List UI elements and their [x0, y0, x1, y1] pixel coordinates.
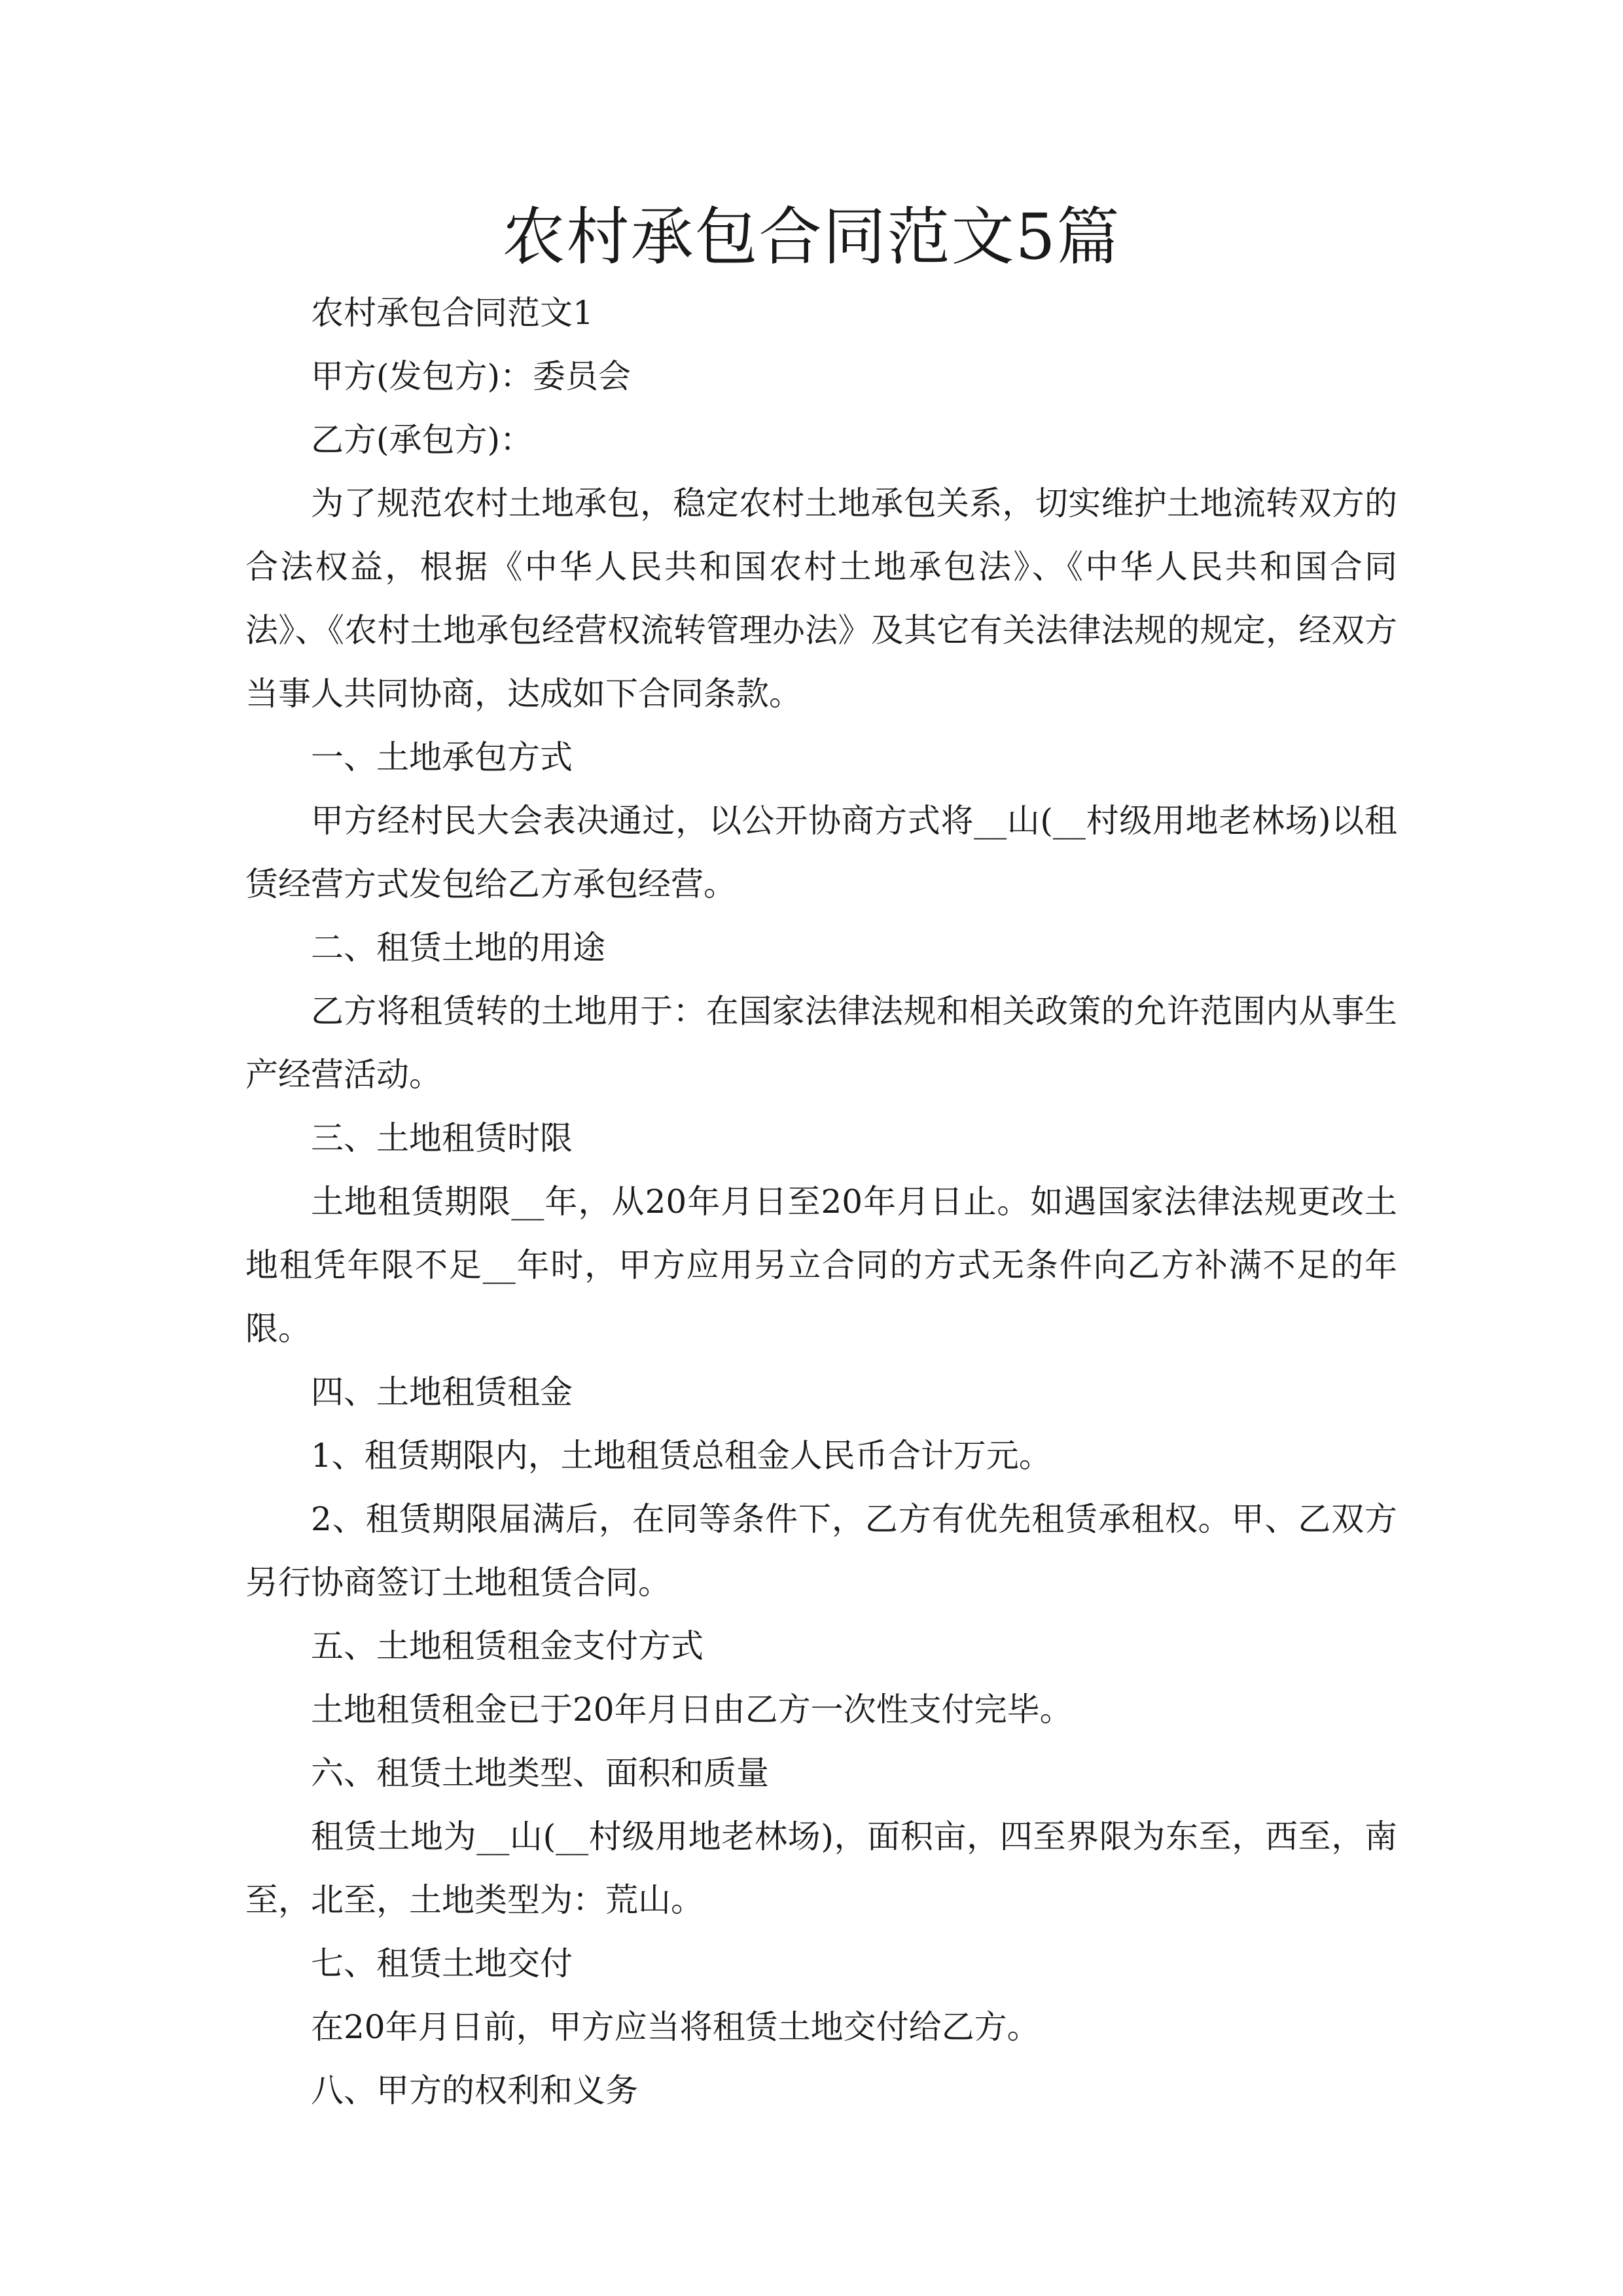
section-heading-3: 三、土地租赁时限: [311, 1119, 573, 1157]
paragraph-preamble: 为了规范农村土地承包，稳定农村土地承包关系，切实维护土地流转双方的合法权益，根据《中华人民共和国农村土地承包法》、《中华人民共和国合同法》、《农村土地承包经营权流转管理办法》及其它有关法律法规的规定，经双方当事人共同协商，达成如下合同条款。: [245, 484, 1397, 713]
paragraph-section-4-item-1: 1、租赁期限内，土地租赁总租金人民币合计万元。: [311, 1437, 1052, 1475]
paragraph-section-7: 在20年月日前，甲方应当将租赁土地交付给乙方。: [311, 2008, 1040, 2046]
paragraph-section-2: 乙方将租赁转的土地用于：在国家法律法规和相关政策的允许范围内从事生产经营活动。: [245, 992, 1397, 1094]
section-heading-5: 五、土地租赁租金支付方式: [311, 1627, 704, 1665]
document-title: 农村承包合同范文5篇: [502, 200, 1121, 274]
paragraph-section-5: 土地租赁租金已于20年月日由乙方一次性支付完毕。: [311, 1691, 1073, 1729]
paragraph-subtitle: 农村承包合同范文1: [311, 294, 594, 332]
section-heading-8: 八、甲方的权利和义务: [311, 2072, 638, 2109]
section-heading-2: 二、租赁土地的用途: [311, 929, 605, 967]
section-heading-1: 一、土地承包方式: [311, 738, 573, 776]
paragraph-party-a: 甲方(发包方)：委员会: [311, 357, 632, 395]
section-heading-7: 七、租赁土地交付: [311, 1945, 573, 1982]
paragraph-section-3: 土地租赁期限__年，从20年月日至20年月日止。如遇国家法律法规更改土地租凭年限不足__年时，甲方应用另立合同的方式无条件向乙方补满不足的年限。: [245, 1183, 1397, 1348]
paragraph-party-b: 乙方(承包方)：: [311, 421, 533, 459]
paragraph-section-6: 租赁土地为__山(__村级用地老林场)，面积亩，四至界限为东至，西至，南至，北至，土地类型为：荒山。: [245, 1818, 1397, 1919]
paragraph-section-4-item-2: 2、租赁期限届满后，在同等条件下，乙方有优先租赁承租权。甲、乙双方另行协商签订土地租赁合同。: [245, 1500, 1397, 1602]
paragraph-section-1: 甲方经村民大会表决通过，以公开协商方式将__山(__村级用地老林场)以租赁经营方式发包给乙方承包经营。: [245, 802, 1397, 903]
document-body: [245, 281, 1397, 2123]
section-heading-6: 六、租赁土地类型、面积和质量: [311, 1754, 769, 1792]
section-heading-4: 四、土地租赁租金: [311, 1373, 573, 1411]
